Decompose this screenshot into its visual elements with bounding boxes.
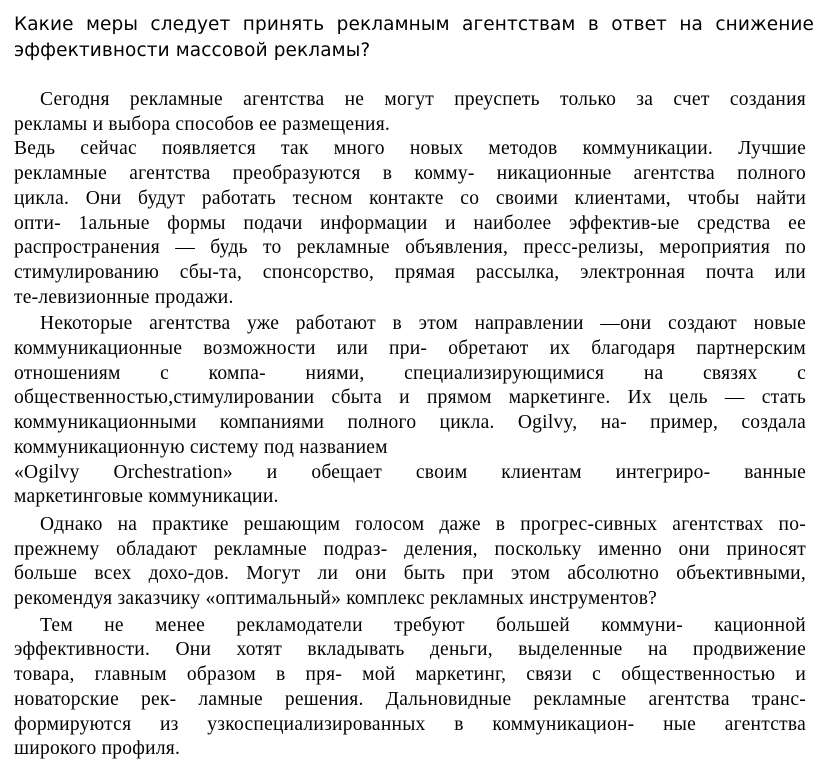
- paragraph-2: [14, 137, 806, 310]
- text-line: коммуникационную систему под названием: [14, 436, 388, 458]
- text-line: больше всех дохо-дов. Могут ли они быть при этом абсолютно объективными,: [14, 563, 806, 585]
- question-line: эффективности массовой рекламы?: [14, 40, 371, 61]
- text-line: Сегодня рекламные агентства не могут преуспеть только за счет создания: [40, 89, 806, 110]
- question-line: Какие меры следует принять рекламным агентствам в ответ на снижение: [14, 14, 814, 35]
- question-heading: [14, 12, 814, 64]
- text-line: Однако на практике решающим голосом даже в прогрес-сивных агентствах по-: [40, 513, 806, 535]
- text-line: маркетинговые коммуникации.: [14, 486, 279, 508]
- text-line: опти- 1альные формы подачи информации и наиболее эффектив-ые средства ее: [14, 212, 806, 234]
- text-line: Ведь сейчас появляется так много новых методов коммуникации. Лучшие: [14, 138, 806, 160]
- text-line: распространения — будь то рекламные объявления, пресс-релизы, мероприятия по: [14, 237, 806, 259]
- text-line: новаторские рек- ламные решения. Дальновидные рекламные агентства транс-: [14, 688, 806, 710]
- text-line: широкого профиля.: [14, 738, 181, 760]
- text-line: цикла. Они будут работать тесном контакте со своими клиентами, чтобы найти: [14, 187, 806, 209]
- text-line: Тем не менее рекламодатели требуют большей коммуни- кационной: [40, 614, 806, 636]
- text-line: эффективности. Они хотят вкладывать деньги, выделенные на продвижение: [14, 639, 806, 661]
- text-line: те-левизионные продажи.: [14, 286, 234, 308]
- text-line: отношениям с компа- ниями, специализирующимися на связях с: [14, 362, 806, 384]
- paragraph-3: [14, 312, 806, 510]
- text-line: рекламные агентства преобразуются в комму- никационные агентства полного: [14, 163, 806, 185]
- text-line: Некоторые агентства уже работают в этом направлении —они создают новые: [40, 313, 806, 335]
- answer-body: [14, 88, 806, 762]
- text-line: товара, главным образом в пря- мой маркетинг, связи с общественностью и: [14, 664, 806, 686]
- text-line: общественностью,стимулировании сбыта и прямом маркетинге. Их цель — стать: [14, 387, 806, 409]
- text-line: стимулированию сбы-та, спонсорство, прямая рассылка, электронная почта или: [14, 261, 806, 283]
- text-line: прежнему обладают рекламные подраз- деления, поскольку именно они приносят: [14, 538, 806, 560]
- paragraph-4: [14, 513, 806, 612]
- paragraph-5: [14, 614, 806, 762]
- text-line: коммуникационные возможности или при- обретают их благодаря партнерским: [14, 338, 806, 360]
- text-line: «Ogilvy Orchestration» и обещает своим клиентам интегриро- ванные: [14, 461, 806, 483]
- text-line: коммуникационными компаниями полного цикла. Ogilvy, на- пример, создала: [14, 412, 806, 434]
- text-line: рекламы и выбора способов ее размещения.: [14, 113, 391, 135]
- text-line: формируются из узкоспециализированных в коммуникацион- ные агентства: [14, 713, 806, 735]
- text-line: рекомендуя заказчику «оптимальный» комплекс рекламных инструментов?: [14, 588, 658, 610]
- paragraph-1: [14, 88, 806, 137]
